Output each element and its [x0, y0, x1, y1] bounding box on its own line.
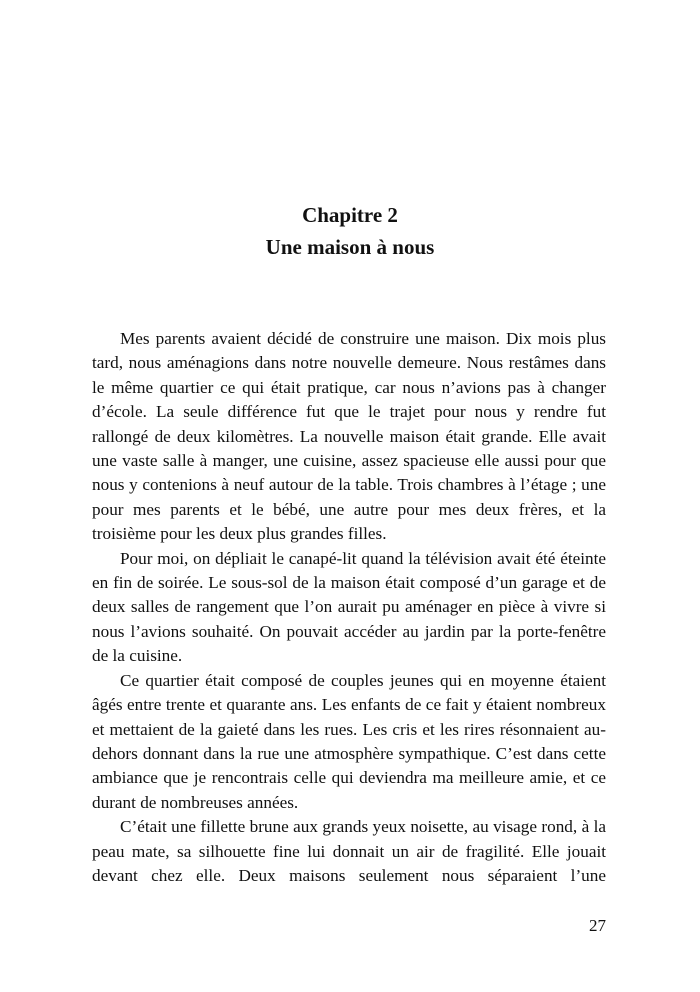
- chapter-body: [92, 327, 606, 888]
- chapter-header: [0, 199, 700, 263]
- chapter-title: Une maison à nous: [265, 235, 435, 259]
- paragraph: C’était une fillette brune aux grands yeux noisette, au visage rond, à la peau mate, sa silhouette fine lui donnait un air de fragilité. Elle jouait devant chez elle. Deux maisons seulement nous séparaient l’une: [92, 817, 606, 885]
- page-number: 27: [589, 916, 606, 935]
- paragraph: Pour moi, on dépliait le canapé-lit quand la télévision avait été éteinte en fin de soirée. Le sous-sol de la maison était composé d’un garage et de deux salles de rangement que l’on aurait pu aménager en pièce à vivre si nous l’avions souhaité. On pouvait accéder au jardin par la porte-fenêtre de la cuisine.: [92, 548, 606, 666]
- paragraph: Ce quartier était composé de couples jeunes qui en moyenne étaient âgés entre trente et quarante ans. Les enfants de ce fait y étaient nombreux et mettaient de la gaieté dans les rues. Les cris et les rires résonnaient au-dehors donnant dans la rue une atmosphère sympathique. C’est dans cette ambiance que je rencontrais celle qui deviendra ma meilleure amie, et ce durant de nombreuses années.: [92, 670, 606, 812]
- chapter-number: Chapitre 2: [302, 203, 398, 227]
- paragraph: Mes parents avaient décidé de construire une maison. Dix mois plus tard, nous aménagions dans notre nouvelle demeure. Nous restâmes dans le même quartier ce qui était pratique, car nous n’avions pas à changer d’école. La seule différence fut que le trajet pour nous y rendre fut rallongé de deux kilomètres. La nouvelle maison était grande. Elle avait une vaste salle à manger, une cuisine, assez spacieuse elle aussi pour que nous y contenions à neuf autour de la table. Trois chambres à l’étage ; une pour mes parents et le bébé, une autre pour mes deux frères, et la troisième pour les deux plus grandes filles.: [92, 329, 606, 544]
